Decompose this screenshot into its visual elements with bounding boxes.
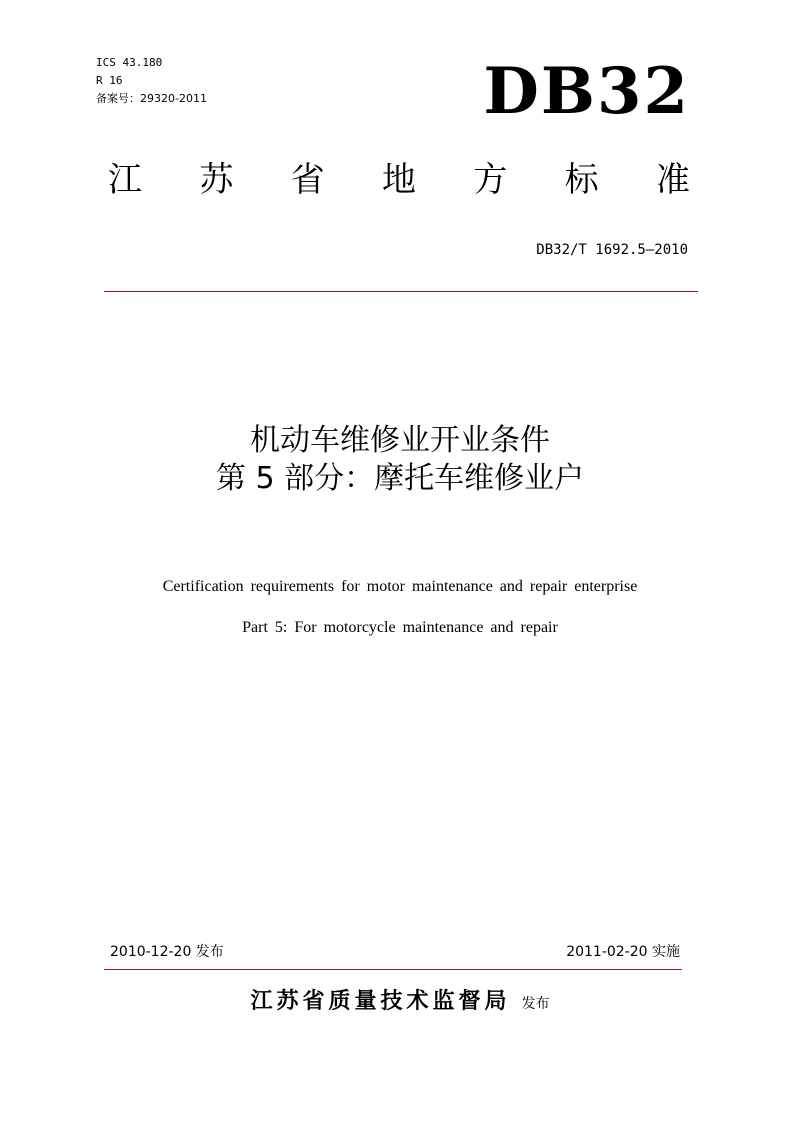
ics-code: ICS 43.180 [96, 56, 163, 69]
issuer-name: 江苏省质量技术监督局 [250, 989, 511, 1014]
record-number: 备案号：29320-2011 [96, 92, 207, 105]
standard-type-char: 省 [290, 160, 325, 200]
top-divider [104, 291, 698, 292]
bottom-divider [104, 969, 682, 970]
issuer-suffix: 发布 [521, 996, 550, 1012]
standard-type-char: 地 [381, 160, 416, 200]
chinese-title-line2: 第 5 部分：摩托车维修业户 [215, 461, 585, 496]
standard-type-char: 苏 [199, 160, 234, 200]
english-title-line2: Part 5: For motorcycle maintenance and repair [242, 619, 558, 636]
standard-number: DB32/T 1692.5—2010 [536, 242, 688, 258]
category-code: R 16 [96, 74, 123, 87]
chinese-title [0, 422, 800, 498]
chinese-title-line1: 机动车维修业开业条件 [250, 423, 550, 458]
standard-type-char: 标 [564, 160, 599, 200]
issuer-line [0, 984, 800, 1015]
standard-type-char: 准 [655, 160, 690, 200]
implementation-date: 2011-02-20 实施 [566, 944, 680, 960]
db32-logo: DB32 [483, 54, 690, 129]
issue-date: 2010-12-20 发布 [110, 944, 224, 960]
standard-type-char: 方 [473, 160, 508, 200]
standard-type-title [108, 158, 690, 202]
standard-type-char: 江 [108, 160, 142, 200]
english-title-line1: Certification requirements for motor maintenance and repair enterprise [162, 578, 638, 595]
english-title [0, 566, 800, 648]
